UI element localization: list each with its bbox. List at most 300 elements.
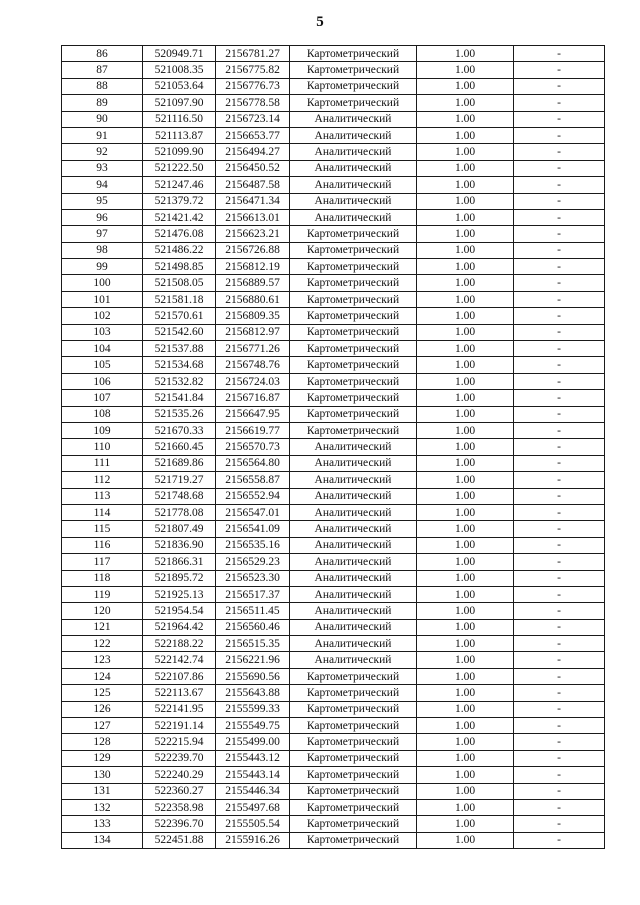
method-cell: Аналитический xyxy=(290,554,417,570)
accuracy-cell: 1.00 xyxy=(417,799,514,815)
x-coordinate-cell: 522239.70 xyxy=(143,750,216,766)
method-cell: Аналитический xyxy=(290,439,417,455)
point-number-cell: 94 xyxy=(62,177,143,193)
note-cell: - xyxy=(514,504,605,520)
accuracy-cell: 1.00 xyxy=(417,734,514,750)
accuracy-cell: 1.00 xyxy=(417,455,514,471)
method-cell: Картометрический xyxy=(290,308,417,324)
note-cell: - xyxy=(514,242,605,258)
method-cell: Аналитический xyxy=(290,537,417,553)
method-cell: Аналитический xyxy=(290,111,417,127)
table-row xyxy=(62,636,605,652)
note-cell: - xyxy=(514,193,605,209)
accuracy-cell: 1.00 xyxy=(417,144,514,160)
note-cell: - xyxy=(514,144,605,160)
y-coordinate-cell: 2156515.35 xyxy=(216,636,290,652)
note-cell: - xyxy=(514,799,605,815)
x-coordinate-cell: 522113.67 xyxy=(143,685,216,701)
table-row xyxy=(62,177,605,193)
x-coordinate-cell: 521113.87 xyxy=(143,127,216,143)
table-row xyxy=(62,78,605,94)
note-cell: - xyxy=(514,685,605,701)
method-cell: Картометрический xyxy=(290,685,417,701)
accuracy-cell: 1.00 xyxy=(417,341,514,357)
point-number-cell: 93 xyxy=(62,160,143,176)
x-coordinate-cell: 521247.46 xyxy=(143,177,216,193)
method-cell: Аналитический xyxy=(290,619,417,635)
accuracy-cell: 1.00 xyxy=(417,537,514,553)
note-cell: - xyxy=(514,111,605,127)
method-cell: Аналитический xyxy=(290,193,417,209)
note-cell: - xyxy=(514,488,605,504)
point-number-cell: 104 xyxy=(62,341,143,357)
y-coordinate-cell: 2156529.23 xyxy=(216,554,290,570)
note-cell: - xyxy=(514,95,605,111)
table-row xyxy=(62,718,605,734)
note-cell: - xyxy=(514,439,605,455)
y-coordinate-cell: 2156724.03 xyxy=(216,373,290,389)
point-number-cell: 95 xyxy=(62,193,143,209)
note-cell: - xyxy=(514,357,605,373)
coordinates-table xyxy=(61,45,605,849)
note-cell: - xyxy=(514,209,605,225)
point-number-cell: 123 xyxy=(62,652,143,668)
point-number-cell: 110 xyxy=(62,439,143,455)
x-coordinate-cell: 521836.90 xyxy=(143,537,216,553)
y-coordinate-cell: 2155505.54 xyxy=(216,816,290,832)
point-number-cell: 108 xyxy=(62,406,143,422)
point-number-cell: 130 xyxy=(62,767,143,783)
method-cell: Картометрический xyxy=(290,62,417,78)
y-coordinate-cell: 2156653.77 xyxy=(216,127,290,143)
table-row xyxy=(62,144,605,160)
point-number-cell: 112 xyxy=(62,472,143,488)
table-row xyxy=(62,472,605,488)
y-coordinate-cell: 2155443.14 xyxy=(216,767,290,783)
note-cell: - xyxy=(514,636,605,652)
x-coordinate-cell: 521807.49 xyxy=(143,521,216,537)
y-coordinate-cell: 2155443.12 xyxy=(216,750,290,766)
y-coordinate-cell: 2156570.73 xyxy=(216,439,290,455)
y-coordinate-cell: 2156517.37 xyxy=(216,586,290,602)
point-number-cell: 89 xyxy=(62,95,143,111)
accuracy-cell: 1.00 xyxy=(417,570,514,586)
note-cell: - xyxy=(514,259,605,275)
method-cell: Картометрический xyxy=(290,259,417,275)
x-coordinate-cell: 521498.85 xyxy=(143,259,216,275)
point-number-cell: 90 xyxy=(62,111,143,127)
x-coordinate-cell: 521534.68 xyxy=(143,357,216,373)
accuracy-cell: 1.00 xyxy=(417,586,514,602)
note-cell: - xyxy=(514,62,605,78)
table-row xyxy=(62,767,605,783)
point-number-cell: 122 xyxy=(62,636,143,652)
table-row xyxy=(62,570,605,586)
point-number-cell: 96 xyxy=(62,209,143,225)
point-number-cell: 87 xyxy=(62,62,143,78)
method-cell: Картометрический xyxy=(290,242,417,258)
method-cell: Аналитический xyxy=(290,586,417,602)
x-coordinate-cell: 521508.05 xyxy=(143,275,216,291)
accuracy-cell: 1.00 xyxy=(417,668,514,684)
y-coordinate-cell: 2156748.76 xyxy=(216,357,290,373)
accuracy-cell: 1.00 xyxy=(417,177,514,193)
note-cell: - xyxy=(514,177,605,193)
note-cell: - xyxy=(514,226,605,242)
table-row xyxy=(62,62,605,78)
note-cell: - xyxy=(514,472,605,488)
note-cell: - xyxy=(514,586,605,602)
table-row xyxy=(62,799,605,815)
method-cell: Картометрический xyxy=(290,46,417,62)
table-row xyxy=(62,111,605,127)
x-coordinate-cell: 521486.22 xyxy=(143,242,216,258)
table-row xyxy=(62,504,605,520)
point-number-cell: 120 xyxy=(62,603,143,619)
accuracy-cell: 1.00 xyxy=(417,308,514,324)
table-row xyxy=(62,734,605,750)
method-cell: Аналитический xyxy=(290,127,417,143)
table-row xyxy=(62,521,605,537)
table-row xyxy=(62,603,605,619)
method-cell: Аналитический xyxy=(290,636,417,652)
method-cell: Картометрический xyxy=(290,275,417,291)
note-cell: - xyxy=(514,521,605,537)
table-row xyxy=(62,324,605,340)
accuracy-cell: 1.00 xyxy=(417,783,514,799)
y-coordinate-cell: 2155446.34 xyxy=(216,783,290,799)
table-row xyxy=(62,242,605,258)
point-number-cell: 101 xyxy=(62,291,143,307)
table-row xyxy=(62,701,605,717)
table-row xyxy=(62,308,605,324)
y-coordinate-cell: 2156511.45 xyxy=(216,603,290,619)
method-cell: Картометрический xyxy=(290,718,417,734)
x-coordinate-cell: 522215.94 xyxy=(143,734,216,750)
x-coordinate-cell: 522360.27 xyxy=(143,783,216,799)
accuracy-cell: 1.00 xyxy=(417,226,514,242)
method-cell: Картометрический xyxy=(290,291,417,307)
x-coordinate-cell: 521099.90 xyxy=(143,144,216,160)
x-coordinate-cell: 521535.26 xyxy=(143,406,216,422)
note-cell: - xyxy=(514,275,605,291)
x-coordinate-cell: 521222.50 xyxy=(143,160,216,176)
table-row xyxy=(62,259,605,275)
x-coordinate-cell: 521581.18 xyxy=(143,291,216,307)
point-number-cell: 88 xyxy=(62,78,143,94)
accuracy-cell: 1.00 xyxy=(417,767,514,783)
point-number-cell: 102 xyxy=(62,308,143,324)
point-number-cell: 132 xyxy=(62,799,143,815)
method-cell: Картометрический xyxy=(290,373,417,389)
method-cell: Аналитический xyxy=(290,177,417,193)
note-cell: - xyxy=(514,373,605,389)
point-number-cell: 99 xyxy=(62,259,143,275)
table-row xyxy=(62,832,605,848)
table-row xyxy=(62,357,605,373)
accuracy-cell: 1.00 xyxy=(417,816,514,832)
y-coordinate-cell: 2156778.58 xyxy=(216,95,290,111)
method-cell: Аналитический xyxy=(290,488,417,504)
table-row xyxy=(62,406,605,422)
table-row xyxy=(62,685,605,701)
x-coordinate-cell: 521541.84 xyxy=(143,390,216,406)
x-coordinate-cell: 521379.72 xyxy=(143,193,216,209)
note-cell: - xyxy=(514,816,605,832)
y-coordinate-cell: 2155499.00 xyxy=(216,734,290,750)
note-cell: - xyxy=(514,832,605,848)
method-cell: Аналитический xyxy=(290,603,417,619)
accuracy-cell: 1.00 xyxy=(417,46,514,62)
note-cell: - xyxy=(514,734,605,750)
accuracy-cell: 1.00 xyxy=(417,127,514,143)
point-number-cell: 116 xyxy=(62,537,143,553)
note-cell: - xyxy=(514,46,605,62)
method-cell: Картометрический xyxy=(290,799,417,815)
y-coordinate-cell: 2155916.26 xyxy=(216,832,290,848)
point-number-cell: 97 xyxy=(62,226,143,242)
x-coordinate-cell: 521537.88 xyxy=(143,341,216,357)
y-coordinate-cell: 2156494.27 xyxy=(216,144,290,160)
method-cell: Аналитический xyxy=(290,455,417,471)
method-cell: Аналитический xyxy=(290,570,417,586)
accuracy-cell: 1.00 xyxy=(417,95,514,111)
y-coordinate-cell: 2156771.26 xyxy=(216,341,290,357)
method-cell: Картометрический xyxy=(290,357,417,373)
point-number-cell: 92 xyxy=(62,144,143,160)
note-cell: - xyxy=(514,324,605,340)
accuracy-cell: 1.00 xyxy=(417,291,514,307)
y-coordinate-cell: 2156552.94 xyxy=(216,488,290,504)
table-row xyxy=(62,390,605,406)
accuracy-cell: 1.00 xyxy=(417,259,514,275)
x-coordinate-cell: 521719.27 xyxy=(143,472,216,488)
y-coordinate-cell: 2156812.19 xyxy=(216,259,290,275)
y-coordinate-cell: 2156619.77 xyxy=(216,422,290,438)
x-coordinate-cell: 522141.95 xyxy=(143,701,216,717)
x-coordinate-cell: 522191.14 xyxy=(143,718,216,734)
accuracy-cell: 1.00 xyxy=(417,357,514,373)
note-cell: - xyxy=(514,783,605,799)
x-coordinate-cell: 522396.70 xyxy=(143,816,216,832)
y-coordinate-cell: 2156775.82 xyxy=(216,62,290,78)
method-cell: Картометрический xyxy=(290,767,417,783)
method-cell: Картометрический xyxy=(290,783,417,799)
x-coordinate-cell: 521689.86 xyxy=(143,455,216,471)
x-coordinate-cell: 521964.42 xyxy=(143,619,216,635)
accuracy-cell: 1.00 xyxy=(417,324,514,340)
point-number-cell: 117 xyxy=(62,554,143,570)
x-coordinate-cell: 521116.50 xyxy=(143,111,216,127)
y-coordinate-cell: 2155690.56 xyxy=(216,668,290,684)
y-coordinate-cell: 2156809.35 xyxy=(216,308,290,324)
accuracy-cell: 1.00 xyxy=(417,636,514,652)
y-coordinate-cell: 2155497.68 xyxy=(216,799,290,815)
point-number-cell: 127 xyxy=(62,718,143,734)
table-row xyxy=(62,586,605,602)
accuracy-cell: 1.00 xyxy=(417,652,514,668)
method-cell: Картометрический xyxy=(290,422,417,438)
point-number-cell: 134 xyxy=(62,832,143,848)
method-cell: Картометрический xyxy=(290,226,417,242)
x-coordinate-cell: 521542.60 xyxy=(143,324,216,340)
accuracy-cell: 1.00 xyxy=(417,718,514,734)
table-row xyxy=(62,127,605,143)
method-cell: Картометрический xyxy=(290,734,417,750)
point-number-cell: 106 xyxy=(62,373,143,389)
table-row xyxy=(62,209,605,225)
x-coordinate-cell: 520949.71 xyxy=(143,46,216,62)
point-number-cell: 121 xyxy=(62,619,143,635)
x-coordinate-cell: 521925.13 xyxy=(143,586,216,602)
x-coordinate-cell: 521532.82 xyxy=(143,373,216,389)
y-coordinate-cell: 2156716.87 xyxy=(216,390,290,406)
method-cell: Картометрический xyxy=(290,668,417,684)
y-coordinate-cell: 2156471.34 xyxy=(216,193,290,209)
method-cell: Аналитический xyxy=(290,209,417,225)
accuracy-cell: 1.00 xyxy=(417,488,514,504)
y-coordinate-cell: 2156613.01 xyxy=(216,209,290,225)
x-coordinate-cell: 521476.08 xyxy=(143,226,216,242)
note-cell: - xyxy=(514,554,605,570)
y-coordinate-cell: 2156221.96 xyxy=(216,652,290,668)
x-coordinate-cell: 521866.31 xyxy=(143,554,216,570)
accuracy-cell: 1.00 xyxy=(417,111,514,127)
y-coordinate-cell: 2155643.88 xyxy=(216,685,290,701)
accuracy-cell: 1.00 xyxy=(417,160,514,176)
table-row xyxy=(62,488,605,504)
accuracy-cell: 1.00 xyxy=(417,439,514,455)
x-coordinate-cell: 521954.54 xyxy=(143,603,216,619)
accuracy-cell: 1.00 xyxy=(417,832,514,848)
note-cell: - xyxy=(514,422,605,438)
point-number-cell: 129 xyxy=(62,750,143,766)
point-number-cell: 124 xyxy=(62,668,143,684)
accuracy-cell: 1.00 xyxy=(417,390,514,406)
y-coordinate-cell: 2156647.95 xyxy=(216,406,290,422)
table-row xyxy=(62,816,605,832)
table-row xyxy=(62,275,605,291)
x-coordinate-cell: 521008.35 xyxy=(143,62,216,78)
point-number-cell: 103 xyxy=(62,324,143,340)
point-number-cell: 107 xyxy=(62,390,143,406)
y-coordinate-cell: 2156450.52 xyxy=(216,160,290,176)
note-cell: - xyxy=(514,750,605,766)
table-row xyxy=(62,455,605,471)
method-cell: Аналитический xyxy=(290,472,417,488)
x-coordinate-cell: 521660.45 xyxy=(143,439,216,455)
accuracy-cell: 1.00 xyxy=(417,554,514,570)
table-row xyxy=(62,668,605,684)
note-cell: - xyxy=(514,767,605,783)
y-coordinate-cell: 2156812.97 xyxy=(216,324,290,340)
point-number-cell: 114 xyxy=(62,504,143,520)
point-number-cell: 98 xyxy=(62,242,143,258)
table-row xyxy=(62,554,605,570)
method-cell: Картометрический xyxy=(290,95,417,111)
x-coordinate-cell: 522107.86 xyxy=(143,668,216,684)
point-number-cell: 131 xyxy=(62,783,143,799)
point-number-cell: 128 xyxy=(62,734,143,750)
note-cell: - xyxy=(514,537,605,553)
y-coordinate-cell: 2156880.61 xyxy=(216,291,290,307)
method-cell: Картометрический xyxy=(290,406,417,422)
coordinates-table-body xyxy=(62,46,605,849)
method-cell: Картометрический xyxy=(290,341,417,357)
point-number-cell: 126 xyxy=(62,701,143,717)
note-cell: - xyxy=(514,570,605,586)
note-cell: - xyxy=(514,160,605,176)
method-cell: Аналитический xyxy=(290,521,417,537)
page-number: 5 xyxy=(316,14,324,30)
note-cell: - xyxy=(514,603,605,619)
table-row xyxy=(62,193,605,209)
x-coordinate-cell: 522240.29 xyxy=(143,767,216,783)
accuracy-cell: 1.00 xyxy=(417,619,514,635)
accuracy-cell: 1.00 xyxy=(417,193,514,209)
accuracy-cell: 1.00 xyxy=(417,242,514,258)
method-cell: Картометрический xyxy=(290,78,417,94)
point-number-cell: 133 xyxy=(62,816,143,832)
y-coordinate-cell: 2156723.14 xyxy=(216,111,290,127)
table-row xyxy=(62,422,605,438)
method-cell: Картометрический xyxy=(290,750,417,766)
table-row xyxy=(62,439,605,455)
accuracy-cell: 1.00 xyxy=(417,275,514,291)
table-row xyxy=(62,750,605,766)
x-coordinate-cell: 521053.64 xyxy=(143,78,216,94)
y-coordinate-cell: 2156558.87 xyxy=(216,472,290,488)
note-cell: - xyxy=(514,668,605,684)
note-cell: - xyxy=(514,291,605,307)
y-coordinate-cell: 2156889.57 xyxy=(216,275,290,291)
x-coordinate-cell: 521421.42 xyxy=(143,209,216,225)
method-cell: Картометрический xyxy=(290,324,417,340)
x-coordinate-cell: 522142.74 xyxy=(143,652,216,668)
x-coordinate-cell: 522451.88 xyxy=(143,832,216,848)
table-row xyxy=(62,537,605,553)
x-coordinate-cell: 521097.90 xyxy=(143,95,216,111)
y-coordinate-cell: 2156623.21 xyxy=(216,226,290,242)
table-row xyxy=(62,373,605,389)
y-coordinate-cell: 2155599.33 xyxy=(216,701,290,717)
accuracy-cell: 1.00 xyxy=(417,78,514,94)
point-number-cell: 86 xyxy=(62,46,143,62)
accuracy-cell: 1.00 xyxy=(417,406,514,422)
table-row xyxy=(62,783,605,799)
method-cell: Картометрический xyxy=(290,816,417,832)
table-row xyxy=(62,619,605,635)
method-cell: Аналитический xyxy=(290,504,417,520)
note-cell: - xyxy=(514,127,605,143)
x-coordinate-cell: 521570.61 xyxy=(143,308,216,324)
accuracy-cell: 1.00 xyxy=(417,62,514,78)
y-coordinate-cell: 2156776.73 xyxy=(216,78,290,94)
y-coordinate-cell: 2156523.30 xyxy=(216,570,290,586)
accuracy-cell: 1.00 xyxy=(417,521,514,537)
note-cell: - xyxy=(514,718,605,734)
point-number-cell: 118 xyxy=(62,570,143,586)
point-number-cell: 109 xyxy=(62,422,143,438)
y-coordinate-cell: 2156781.27 xyxy=(216,46,290,62)
note-cell: - xyxy=(514,390,605,406)
y-coordinate-cell: 2156487.58 xyxy=(216,177,290,193)
accuracy-cell: 1.00 xyxy=(417,422,514,438)
table-row xyxy=(62,226,605,242)
table-row xyxy=(62,652,605,668)
accuracy-cell: 1.00 xyxy=(417,472,514,488)
y-coordinate-cell: 2156726.88 xyxy=(216,242,290,258)
